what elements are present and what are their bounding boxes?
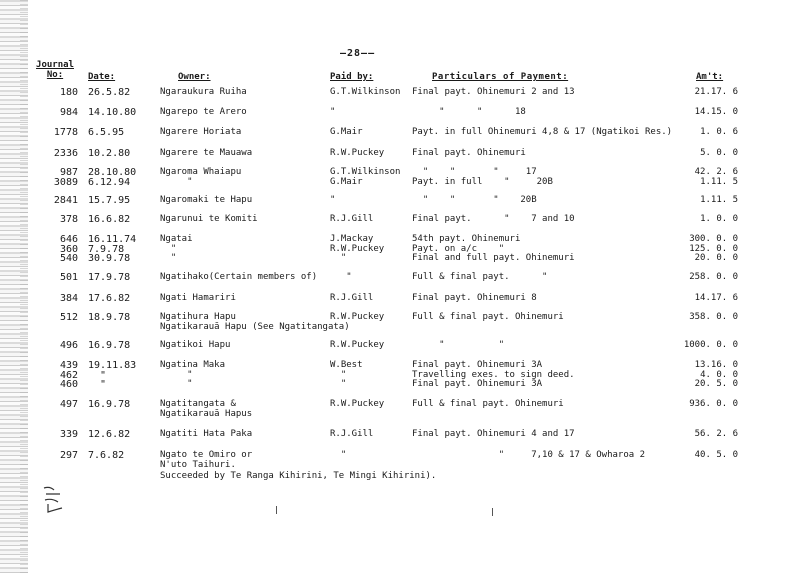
paid-by-cell [330, 128, 363, 138]
entry-date: 7.6.82 [88, 450, 125, 461]
amount: 56. 2. 6 [694, 429, 738, 439]
particulars: 54th payt. Ohinemuri [412, 234, 521, 244]
amount: 42. 2. 6 [694, 167, 738, 177]
owner-name: " [160, 243, 177, 254]
owner-name: " [160, 253, 177, 263]
amount: 936. 0. 0 [689, 399, 738, 409]
amount-cell [670, 235, 738, 264]
particulars-cell [412, 168, 553, 187]
entry-date: 18.9.78 [88, 312, 131, 323]
owner-name: Ngatikarauā Hapu (See Ngatitangata) [160, 321, 350, 332]
page-number: —28—— [340, 48, 376, 59]
owner-name: N'uto Taihuri. [160, 459, 236, 470]
owner-name: Ngaromaki te Hapu [160, 195, 253, 205]
paid-by: G.T.Wilkinson [330, 87, 401, 97]
owner-name: Ngatihako(Certain members of) [160, 272, 318, 282]
amount: 1.11. 5 [700, 195, 738, 205]
journal-number: 439 [59, 360, 78, 371]
entry-date-cell [88, 168, 136, 187]
header-journal-line1: Journal [36, 60, 74, 70]
particulars: Final payt. Ohinemuri 2 and 13 [412, 87, 575, 97]
entry-date-cell [88, 361, 136, 390]
journal-number: 497 [59, 399, 78, 410]
entry-date-cell [88, 108, 136, 118]
owner-name: Ngato te Omiro or [160, 450, 253, 460]
paid-by: G.Mair [330, 127, 363, 137]
particulars-cell [412, 451, 645, 461]
particulars: Final payt. " 7 and 10 [412, 214, 575, 224]
amount: 13.16. 0 [694, 360, 738, 370]
particulars: Travelling exes. to sign deed. [412, 369, 575, 380]
paid-by: R.J.Gill [330, 293, 374, 303]
journal-number-cell [40, 273, 78, 283]
particulars: Final payt. Ohinemuri 3A [412, 360, 543, 370]
paid-by-cell [330, 235, 384, 264]
particulars-cell [412, 128, 672, 138]
owner-name: Ngatihura Hapu [160, 312, 236, 322]
owner-name-cell [160, 451, 252, 470]
journal-number: 501 [59, 272, 78, 283]
particulars-cell [412, 235, 575, 264]
succession-note: Succeeded by Te Ranga Kihirini, Te Mingi Kihirini). [160, 471, 437, 481]
paid-by: R.W.Puckey [330, 243, 385, 254]
particulars: Full & final payt. Ohinemuri [412, 312, 564, 322]
particulars: Payt. in full " 20B [412, 176, 553, 187]
owner-name: Ngati Hamariri [160, 293, 236, 303]
paid-by: " [330, 272, 352, 282]
particulars-cell [412, 88, 575, 98]
particulars: Payt. on a/c " [412, 243, 505, 254]
header-paid-by: Paid by: [330, 72, 374, 82]
entry-date-cell [88, 294, 130, 304]
particulars: Final and full payt. Ohinemuri [412, 253, 575, 263]
particulars-cell [412, 313, 564, 323]
particulars: Final payt. Ohinemuri 8 [412, 293, 537, 303]
owner-name-cell [160, 361, 225, 390]
owner-name-cell [160, 196, 252, 206]
journal-number-cell [40, 341, 78, 351]
particulars-cell [412, 294, 537, 304]
journal-number-cell [40, 313, 78, 323]
entry-date: 17.9.78 [88, 272, 131, 283]
header-journal [34, 60, 76, 80]
journal-number-cell [40, 149, 78, 159]
scan-mark [276, 506, 277, 514]
paid-by: R.W.Puckey [330, 340, 385, 350]
journal-number-cell [40, 196, 78, 206]
binding-edge [0, 0, 28, 573]
particulars: " " [412, 340, 505, 350]
journal-number: 984 [59, 107, 78, 118]
owner-name-cell [160, 108, 247, 118]
owner-name: Ngarunui te Komiti [160, 214, 258, 224]
entry-date: 6.12.94 [88, 176, 131, 188]
paid-by: " [330, 450, 347, 460]
entry-date: 14.10.80 [88, 107, 137, 118]
scan-mark [492, 508, 493, 516]
entry-date: 10.2.80 [88, 148, 131, 159]
amount: 5. 0. 0 [700, 148, 738, 158]
entry-date-cell [88, 88, 130, 98]
paid-by: " [330, 379, 347, 389]
paid-by-cell [330, 108, 335, 118]
journal-number: 384 [59, 293, 78, 304]
paid-by-cell [330, 313, 384, 323]
journal-number: 1778 [53, 127, 78, 138]
owner-name-cell [160, 341, 230, 351]
paid-by: " [330, 107, 336, 117]
particulars-cell [412, 400, 564, 410]
handwritten-mark [40, 484, 66, 514]
entry-date-cell [88, 430, 130, 440]
entry-date-cell [88, 196, 130, 206]
paid-by-cell [330, 361, 363, 390]
journal-number: 512 [59, 312, 78, 323]
paid-by-cell [330, 149, 384, 159]
journal-number: 378 [59, 214, 78, 225]
entry-date: 6.5.95 [88, 127, 125, 138]
paid-by-cell [330, 273, 352, 283]
amount: 14.15. 0 [694, 107, 738, 117]
amount: 1.11. 5 [700, 176, 738, 187]
paid-by-cell [330, 430, 373, 440]
entry-date: 16.6.82 [88, 214, 131, 225]
paid-by: R.W.Puckey [330, 399, 385, 409]
owner-name-cell [160, 88, 247, 98]
journal-number-cell [40, 235, 78, 264]
owner-name-cell [160, 273, 317, 283]
amount-cell [670, 430, 738, 440]
journal-number: 462 [59, 369, 78, 381]
entry-date-cell [88, 149, 130, 159]
owner-name: Ngaraukura Ruiha [160, 87, 247, 97]
particulars: Final payt. Ohinemuri 4 and 17 [412, 429, 575, 439]
particulars: " 7,10 & 17 & Owharoa 2 [412, 450, 645, 460]
paid-by-cell [330, 451, 346, 461]
particulars-cell [412, 149, 526, 159]
paid-by-cell [330, 215, 373, 225]
amount: 20. 5. 0 [694, 379, 738, 389]
owner-name-cell [160, 215, 258, 225]
paid-by: R.W.Puckey [330, 148, 385, 158]
amount: 258. 0. 0 [689, 272, 738, 282]
amount: 358. 0. 0 [689, 312, 738, 322]
owner-name-cell [160, 168, 241, 187]
particulars-cell [412, 196, 537, 206]
journal-number: 339 [59, 429, 78, 440]
entry-date-cell [88, 128, 124, 138]
particulars: Final payt. Ohinemuri 3A [412, 379, 543, 389]
entry-date: 15.7.95 [88, 195, 131, 206]
entry-date: 19.11.83 [88, 360, 137, 371]
particulars: " " " 17 [412, 167, 537, 177]
journal-number: 360 [59, 243, 78, 255]
amount-cell [670, 215, 738, 225]
particulars: Full & final payt. Ohinemuri [412, 399, 564, 409]
entry-date: 28.10.80 [88, 167, 137, 178]
entry-date-cell [88, 313, 130, 323]
paid-by-cell [330, 196, 335, 206]
journal-number: 540 [59, 253, 78, 264]
journal-number: 180 [59, 87, 78, 98]
owner-name-cell [160, 430, 252, 440]
owner-name: " [160, 379, 193, 389]
journal-number: 987 [59, 167, 78, 178]
paid-by: R.J.Gill [330, 429, 374, 439]
particulars-cell [412, 108, 526, 118]
paid-by-cell [330, 294, 373, 304]
owner-name: Ngarepo te Arero [160, 107, 247, 117]
owner-name: Ngatikarauā Hapus [160, 408, 253, 419]
journal-number: 2336 [53, 148, 78, 159]
particulars: Final payt. Ohinemuri [412, 148, 526, 158]
amount-cell [670, 313, 738, 323]
amount: 14.17. 6 [694, 293, 738, 303]
paid-by: G.T.Wilkinson [330, 167, 401, 177]
paid-by-cell [330, 168, 400, 187]
amount: 4. 0. 0 [700, 369, 738, 380]
amount: 20. 0. 0 [694, 253, 738, 263]
journal-number-cell [40, 361, 78, 390]
amount-cell [670, 108, 738, 118]
paid-by: W.Best [330, 360, 363, 370]
paid-by: R.J.Gill [330, 214, 374, 224]
amount-cell [670, 273, 738, 283]
amount-cell [670, 168, 738, 187]
header-amount: Am't: [696, 72, 724, 82]
paid-by-cell [330, 400, 384, 410]
journal-number: 297 [59, 450, 78, 461]
entry-date: 16.9.78 [88, 340, 131, 351]
particulars-cell [412, 361, 575, 390]
entry-date: 30.9.78 [88, 253, 131, 264]
entry-date: " [88, 379, 107, 390]
amount: 21.17. 6 [694, 87, 738, 97]
journal-number-cell [40, 108, 78, 118]
particulars: Full & final payt. " [412, 272, 548, 282]
amount-cell [670, 294, 738, 304]
amount: 300. 0. 0 [689, 234, 738, 244]
owner-name: " [160, 369, 193, 380]
paid-by-cell [330, 88, 400, 98]
journal-number-cell [40, 128, 78, 138]
amount: 1. 0. 0 [700, 214, 738, 224]
owner-name: Ngarere te Mauawa [160, 148, 253, 158]
paid-by: J.Mackay [330, 234, 374, 244]
particulars: " " 18 [412, 107, 526, 117]
owner-name: Ngatikoi Hapu [160, 340, 231, 350]
paid-by: " [330, 253, 347, 263]
entry-date: " [88, 369, 107, 381]
particulars: Payt. in full Ohinemuri 4,8 & 17 (Ngatikoi Res.) [412, 127, 673, 137]
owner-name: Ngatai [160, 234, 193, 244]
entry-date: 7.9.78 [88, 243, 125, 255]
owner-name: Ngatitangata & [160, 399, 236, 409]
header-particulars: Particulars of Payment: [432, 72, 569, 82]
header-date: Date: [88, 72, 116, 82]
entry-date-cell [88, 235, 136, 264]
amount-cell [670, 88, 738, 98]
entry-date: 17.6.82 [88, 293, 131, 304]
paid-by: R.W.Puckey [330, 312, 385, 322]
journal-number-cell [40, 451, 78, 461]
owner-name-cell [160, 313, 350, 332]
header-owner: Owner: [178, 72, 211, 82]
amount: 125. 0. 0 [689, 243, 738, 254]
entry-date: 16.11.74 [88, 234, 137, 245]
journal-number: 646 [59, 234, 78, 245]
amount-cell [670, 196, 738, 206]
journal-number: 460 [59, 379, 78, 390]
owner-name-cell [160, 400, 252, 419]
paid-by: " [330, 195, 336, 205]
amount: 40. 5. 0 [694, 450, 738, 460]
owner-name: Ngatiti Hata Paka [160, 429, 253, 439]
amount-cell [670, 341, 738, 351]
particulars: " " " 20B [412, 195, 537, 205]
owner-name: " [160, 176, 193, 187]
amount-cell [670, 128, 738, 138]
owner-name-cell [160, 128, 241, 138]
amount: 1. 0. 6 [700, 127, 738, 137]
owner-name: Ngatina Maka [160, 360, 226, 370]
owner-name: Ngaroma Whaiapu [160, 167, 242, 177]
entry-date: 12.6.82 [88, 429, 131, 440]
journal-number-cell [40, 215, 78, 225]
journal-number-cell [40, 88, 78, 98]
journal-number-cell [40, 430, 78, 440]
journal-number: 2841 [53, 195, 78, 206]
journal-number-cell [40, 168, 78, 187]
particulars-cell [412, 215, 575, 225]
amount-cell [670, 149, 738, 159]
amount: 1000. 0. 0 [683, 340, 738, 350]
amount-cell [670, 451, 738, 461]
paid-by: " [330, 369, 347, 380]
particulars-cell [412, 341, 504, 351]
journal-number-cell [40, 294, 78, 304]
owner-name-cell [160, 294, 236, 304]
amount-cell [670, 361, 738, 390]
owner-name: Ngarere Horiata [160, 127, 242, 137]
amount-cell [670, 400, 738, 410]
particulars-cell [412, 273, 547, 283]
journal-number-cell [40, 400, 78, 410]
entry-date-cell [88, 215, 130, 225]
journal-number: 496 [59, 340, 78, 351]
entry-date: 26.5.82 [88, 87, 131, 98]
owner-name-cell [160, 235, 193, 264]
particulars-cell [412, 430, 575, 440]
entry-date: 16.9.78 [88, 399, 131, 410]
paid-by-cell [330, 341, 384, 351]
paid-by: G.Mair [330, 176, 363, 187]
header-journal-line2: No: [46, 70, 64, 80]
owner-name-cell [160, 149, 252, 159]
entry-date-cell [88, 341, 130, 351]
journal-number: 3089 [53, 176, 78, 188]
entry-date-cell [88, 400, 130, 410]
entry-date-cell [88, 273, 130, 283]
entry-date-cell [88, 451, 124, 461]
